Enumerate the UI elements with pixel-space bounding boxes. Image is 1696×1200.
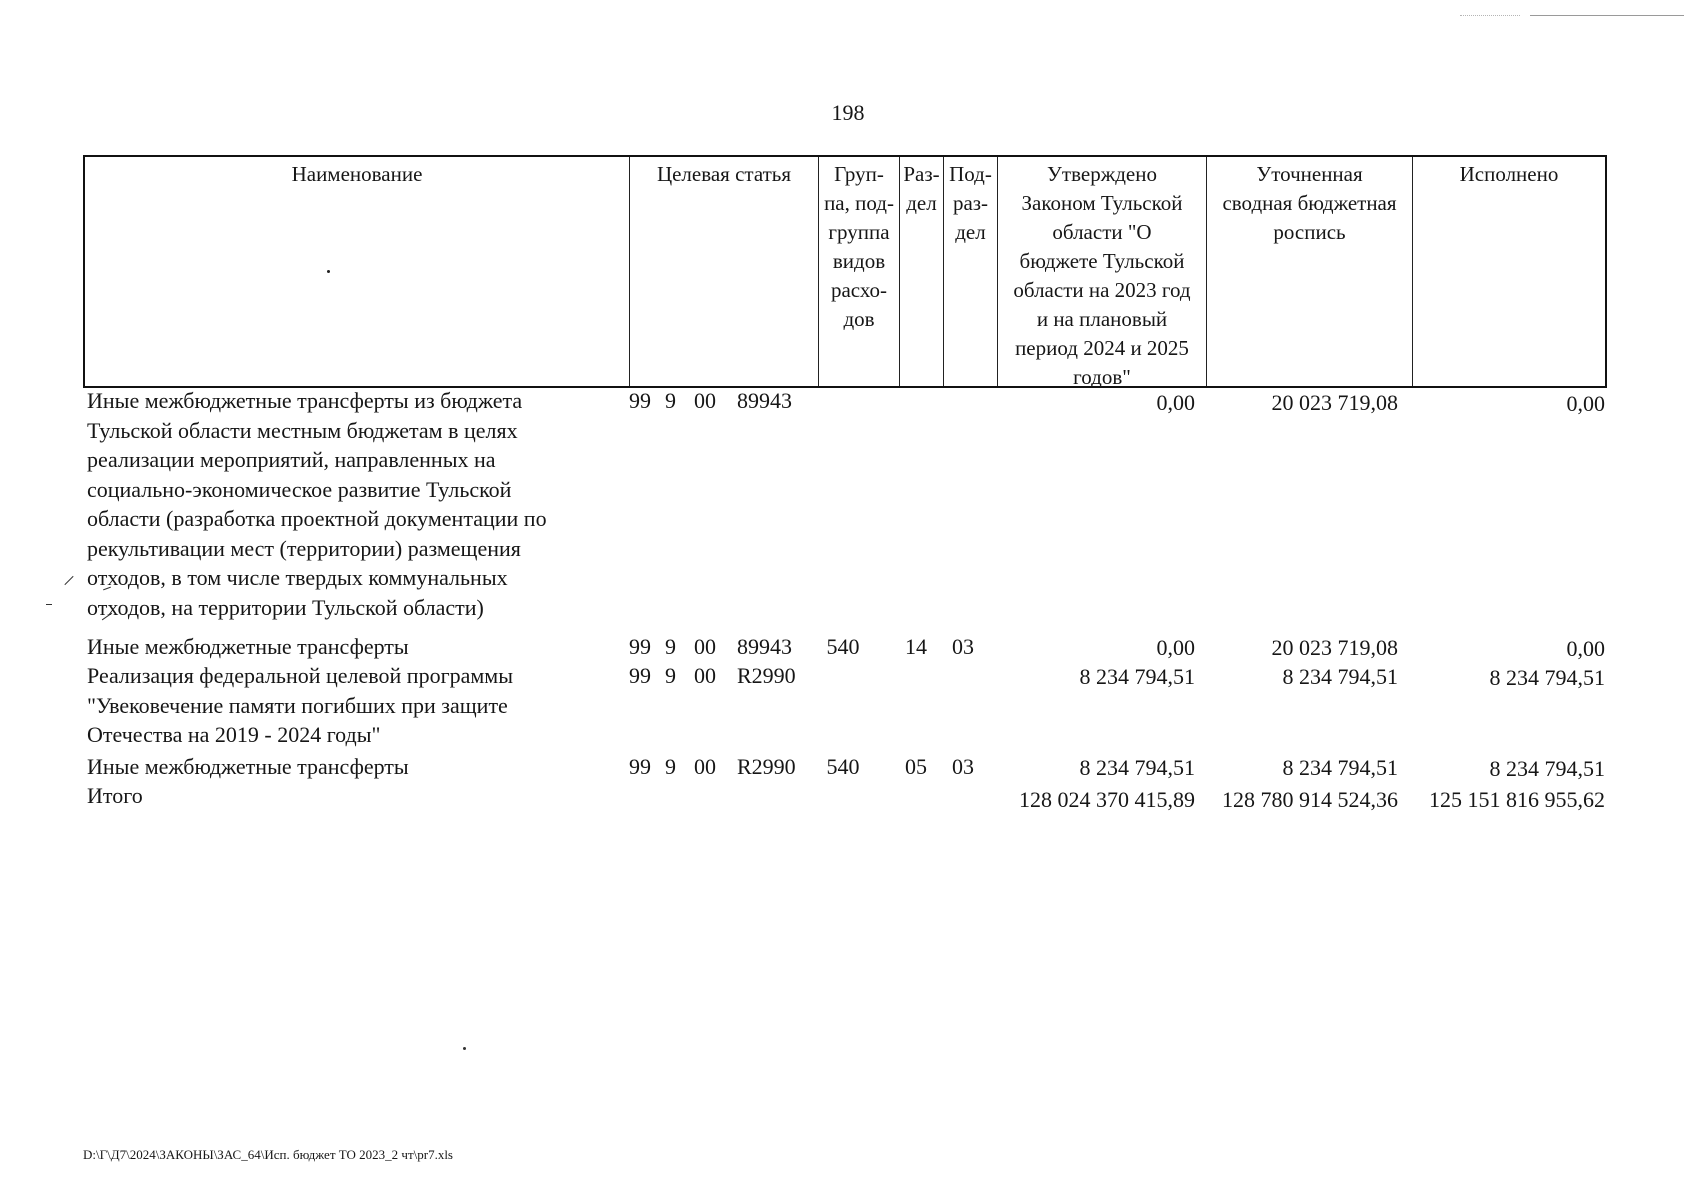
header-target-article-label: Целевая статья [656,162,792,186]
row-4-name: Иные межбюджетные трансферты [87,754,409,779]
total-refined: 128 780 914 524,36 [1222,787,1398,812]
stray-dot [463,1047,466,1050]
row-1-refined: 20 023 719,08 [1271,390,1398,415]
row-1-name: Иные межбюджетные трансферты из бюджета Тульской области местным бюджетам в целях реализации мероприятий, направленных на социально-экономическое развитие Тульской области (разработка проектной документации по рекультивации мест (территории) размещения отходов, в том числе твердых коммунальных отходов, на территории Тульской области) [87,388,547,620]
row-4-cs3: 00 [694,754,716,779]
row-2-subsection: 03 [952,634,974,659]
row-1-cs2: 9 [665,388,676,413]
header-refined: Уточненная сводная бюджетная роспись [1206,157,1412,386]
file-path-footer: D:\Г\Д7\2024\ЗАКОНЫ\ЗАС_64\Исп. бюджет ТО 2023_2 чт\pr7.xls [83,1147,453,1162]
header-executed: Исполнено [1412,157,1605,386]
row-2-cs3: 00 [694,634,716,659]
page-number: 198 [831,100,865,125]
header-group: Груп- па, под- группа видов расхо- дов [818,157,899,386]
header-stray-dot [327,270,330,273]
row-4-executed: 8 234 794,51 [1489,756,1605,781]
row-4-cs4: R2990 [737,754,796,779]
table-header [83,155,1607,388]
row-2-refined: 20 023 719,08 [1271,635,1398,660]
row-2-executed: 0,00 [1566,636,1605,661]
total-executed: 125 151 816 955,62 [1429,787,1605,812]
row-4-group: 540 [826,754,860,779]
row-3-refined: 8 234 794,51 [1282,664,1398,689]
row-2-cs1: 99 [629,634,651,659]
row-1-cs1: 99 [629,388,651,413]
row-2-cs2: 9 [665,634,676,659]
row-3-executed: 8 234 794,51 [1489,665,1605,690]
row-4-cs1: 99 [629,754,651,779]
row-4-refined: 8 234 794,51 [1282,755,1398,780]
row-3-approved: 8 234 794,51 [1079,664,1195,689]
row-1-executed: 0,00 [1566,391,1605,416]
pen-mark [64,576,73,585]
total-approved: 128 024 370 415,89 [1019,787,1195,812]
scan-corner-mark [1530,15,1684,18]
row-2-name: Иные межбюджетные трансферты [87,634,409,659]
header-section: Раз- дел [899,157,943,386]
row-4-cs2: 9 [665,754,676,779]
row-3-cs4: R2990 [737,663,796,688]
row-3-cs3: 00 [694,663,716,688]
row-2-section: 14 [905,634,927,659]
row-3-cs2: 9 [665,663,676,688]
row-1-cs3: 00 [694,388,716,413]
row-4-subsection: 03 [952,754,974,779]
pen-mark [46,604,52,605]
header-subsection: Под- раз- дел [943,157,997,386]
total-label: Итого [87,783,143,808]
row-3-name: Реализация федеральной целевой программы "Увековечение памяти погибших при защите Отечества на 2019 - 2024 годы" [87,663,513,747]
row-2-cs4: 89943 [737,634,792,659]
header-approved: Утверждено Законом Тульской области "О бюджете Тульской области на 2023 год и на плановый период 2024 и 2025 годов" [997,157,1206,386]
row-2-approved: 0,00 [1156,635,1195,660]
header-name-label: Наименование [291,162,423,186]
header-name [85,157,629,386]
row-4-section: 05 [905,754,927,779]
row-1-cs4: 89943 [737,388,792,413]
header-target-article [629,157,818,386]
row-3-cs1: 99 [629,663,651,688]
row-4-approved: 8 234 794,51 [1079,755,1195,780]
row-2-group: 540 [826,634,860,659]
row-1-approved: 0,00 [1156,390,1195,415]
